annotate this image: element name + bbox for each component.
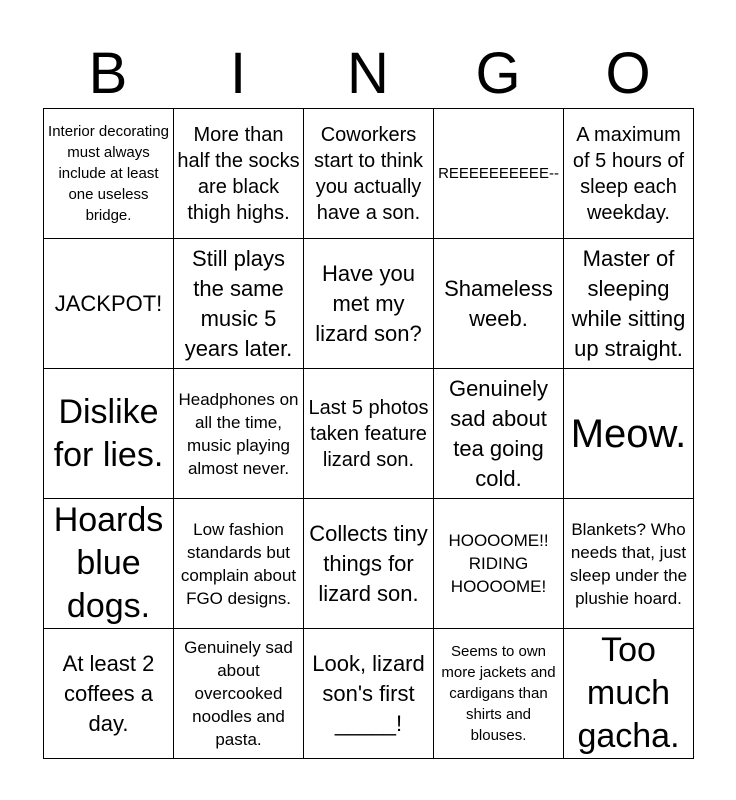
- bingo-cell[interactable]: Collects tiny things for lizard son.: [304, 499, 434, 629]
- bingo-cell[interactable]: Hoards blue dogs.: [44, 499, 174, 629]
- header-letter-b: B: [88, 41, 128, 106]
- board-row: [44, 109, 694, 239]
- bingo-cell[interactable]: At least 2 coffees a day.: [44, 629, 174, 759]
- header-letter-o: O: [605, 41, 651, 106]
- bingo-cell[interactable]: Coworkers start to think you actually have a son.: [304, 109, 434, 239]
- bingo-cell[interactable]: HOOOOME!! RIDING HOOOOME!: [434, 499, 564, 629]
- bingo-cell[interactable]: Headphones on all the time, music playing almost never.: [174, 369, 304, 499]
- board-row: [44, 629, 694, 759]
- bingo-cell[interactable]: Have you met my lizard son?: [304, 239, 434, 369]
- bingo-cell[interactable]: Seems to own more jackets and cardigans than shirts and blouses.: [434, 629, 564, 759]
- bingo-cell[interactable]: Blankets? Who needs that, just sleep under the plushie hoard.: [564, 499, 694, 629]
- bingo-cell[interactable]: JACKPOT!: [44, 239, 174, 369]
- bingo-cell[interactable]: Look, lizard son's first _____!: [304, 629, 434, 759]
- board-row: [44, 499, 694, 629]
- header-letter-g: G: [475, 41, 521, 106]
- bingo-cell[interactable]: Genuinely sad about tea going cold.: [434, 369, 564, 499]
- bingo-cell[interactable]: Dislike for lies.: [44, 369, 174, 499]
- bingo-cell[interactable]: More than half the socks are black thigh highs.: [174, 109, 304, 239]
- bingo-board: [43, 108, 694, 759]
- header-letter-n: N: [347, 41, 389, 106]
- bingo-cell[interactable]: REEEEEEEEEE--: [434, 109, 564, 239]
- bingo-cell[interactable]: Meow.: [564, 369, 694, 499]
- bingo-cell[interactable]: Shameless weeb.: [434, 239, 564, 369]
- board-row: [44, 239, 694, 369]
- board-row: [44, 369, 694, 499]
- bingo-cell[interactable]: Too much gacha.: [564, 629, 694, 759]
- bingo-cell[interactable]: Genuinely sad about overcooked noodles and pasta.: [174, 629, 304, 759]
- bingo-cell[interactable]: Master of sleeping while sitting up straight.: [564, 239, 694, 369]
- bingo-cell[interactable]: Low fashion standards but complain about FGO designs.: [174, 499, 304, 629]
- bingo-cell[interactable]: Interior decorating must always include at least one useless bridge.: [44, 109, 174, 239]
- bingo-cell[interactable]: Last 5 photos taken feature lizard son.: [304, 369, 434, 499]
- bingo-cell[interactable]: A maximum of 5 hours of sleep each weekday.: [564, 109, 694, 239]
- bingo-cell[interactable]: Still plays the same music 5 years later.: [174, 239, 304, 369]
- bingo-header: [43, 40, 693, 108]
- header-letter-i: I: [229, 41, 247, 106]
